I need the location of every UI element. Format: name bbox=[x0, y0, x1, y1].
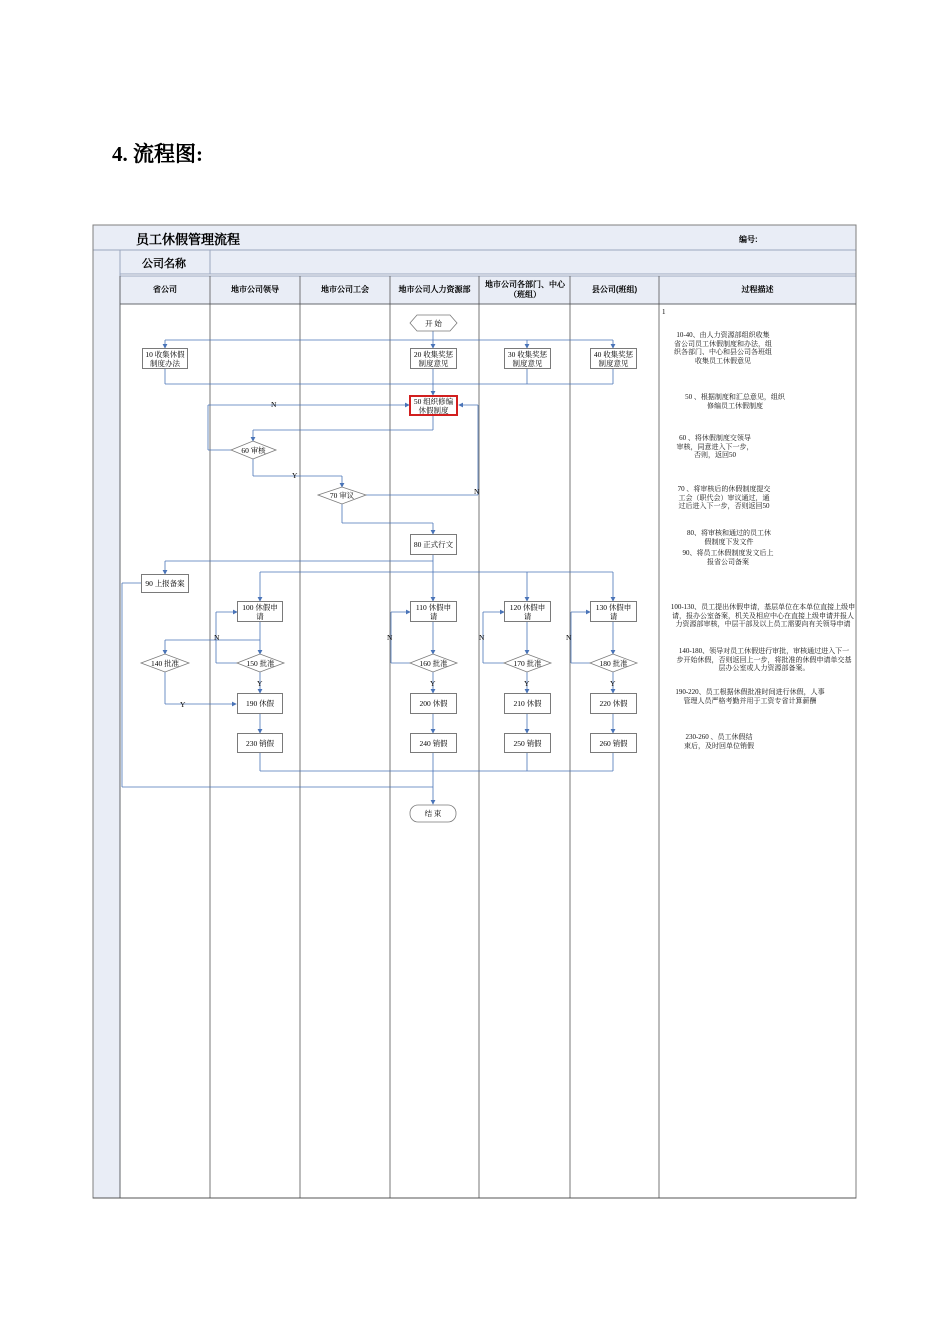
node-240: 240 销假 bbox=[410, 733, 457, 753]
end-node: 结 束 bbox=[424, 809, 442, 818]
node-80: 80 正式行文 bbox=[410, 534, 457, 555]
flag-n-70: N bbox=[474, 487, 480, 496]
description-50: 50 、根据制度和汇总意见，组织修编员工休假制度 bbox=[685, 393, 785, 410]
section-heading: 4. 流程图: bbox=[112, 142, 203, 166]
node-160: 160 批准 bbox=[419, 658, 448, 668]
company-band bbox=[120, 250, 856, 274]
node-220: 220 休假 bbox=[590, 693, 637, 714]
start-node: 开 始 bbox=[425, 318, 442, 328]
node-50: 50 组织修编休假制度 bbox=[409, 395, 458, 416]
lane-provincial: 省公司 bbox=[153, 285, 177, 294]
lane-county: 县公司(班组) bbox=[591, 285, 638, 294]
description-10-40: 10-40、由人力资源部组织收集省公司员工休假制度和办法，组织各部门、中心和县公司各班组收集员工休假意见 bbox=[674, 331, 772, 365]
node-260: 260 销假 bbox=[590, 733, 637, 753]
node-230: 230 销假 bbox=[237, 733, 283, 753]
node-210: 210 休假 bbox=[504, 693, 551, 714]
node-250: 250 销假 bbox=[504, 733, 551, 753]
node-170: 170 批准 bbox=[513, 658, 542, 668]
flowchart-title: 员工休假管理流程 bbox=[136, 232, 241, 247]
description-100-130: 100-130、员工提出休假申请，基层单位在本单位直接上级申请，报办公室备案，机关及相应中心在直接上级申请并报人力资源部审核，中层干部及以上员工需要向有关领导申请 bbox=[670, 603, 856, 628]
left-strip bbox=[93, 250, 120, 1198]
flag-n-160: N bbox=[387, 633, 393, 642]
description-190-220: 190-220、员工根据休假批准时间进行休假，人事管理人员严格考勤并用于工资专省计算薪酬 bbox=[675, 688, 825, 705]
node-70: 70 审议 bbox=[329, 491, 355, 500]
description-140-180: 140-180、领导对员工休假进行审批，审核通过进入下一步开始休假，否则返回上一步，将批准的休假申请单交基层办公室或人力资源部备案。 bbox=[676, 647, 852, 672]
node-20: 20 收集奖惩制度意见 bbox=[410, 348, 457, 369]
lane-process-description: 过程描述 bbox=[741, 285, 774, 294]
node-150: 150 批准 bbox=[246, 658, 275, 668]
flag-n-170: N bbox=[479, 633, 485, 642]
node-60: 60 审核 bbox=[241, 445, 266, 455]
description-70: 70 、将审核后的休假制度提交工会（职代会）审议通过，通过后进入下一步，否则返回50 bbox=[677, 485, 771, 510]
flag-n-150: N bbox=[214, 633, 220, 642]
node-140: 140 批准 bbox=[150, 658, 180, 668]
node-100: 100 休假申请 bbox=[237, 601, 283, 622]
code-label: 编号: bbox=[739, 235, 758, 244]
node-180: 180 批准 bbox=[599, 658, 628, 668]
flag-y-60: Y bbox=[292, 471, 298, 480]
lane-city-hr: 地市公司人力资源部 bbox=[398, 285, 471, 294]
flag-y-150: Y bbox=[257, 679, 263, 688]
node-120: 120 休假申请 bbox=[504, 601, 551, 622]
node-130: 130 休假申请 bbox=[590, 601, 637, 622]
node-190: 190 休假 bbox=[237, 693, 283, 714]
node-40: 40 收集奖惩制度意见 bbox=[590, 348, 637, 369]
flag-n-60: N bbox=[271, 400, 277, 409]
description-60: 60 、将休假制度交领导审核，同意进入下一步，否则，返回50 bbox=[676, 434, 754, 459]
node-10: 10 收集休假制度办法 bbox=[142, 348, 188, 369]
node-110: 110 休假申请 bbox=[410, 601, 457, 622]
description-230-260: 230-260 、员工休假结束后，及时回单位销假 bbox=[684, 733, 754, 750]
flag-y-170: Y bbox=[524, 679, 530, 688]
lane-city-leader: 地市公司领导 bbox=[231, 285, 279, 294]
outer-frame bbox=[93, 225, 856, 1198]
node-30: 30 收集奖惩制度意见 bbox=[504, 348, 551, 369]
description-80: 80、将审核和通过的员工休假制度下发文件 bbox=[687, 529, 771, 546]
node-200: 200 休假 bbox=[410, 693, 457, 714]
flag-y-140: Y bbox=[180, 700, 186, 709]
node-90: 90 上报备案 bbox=[141, 574, 189, 593]
flag-y-180: Y bbox=[610, 679, 616, 688]
flag-y-160: Y bbox=[430, 679, 436, 688]
lane-city-depts: 地市公司各部门、中心（班组） bbox=[485, 280, 565, 299]
company-label: 公司名称 bbox=[142, 258, 186, 270]
flag-n-180: N bbox=[566, 633, 572, 642]
description-90: 90、将员工休假制度发文后上报省公司备案 bbox=[682, 549, 774, 566]
note-marker: 1 bbox=[662, 308, 666, 316]
lane-city-union: 地市公司工会 bbox=[321, 285, 369, 294]
